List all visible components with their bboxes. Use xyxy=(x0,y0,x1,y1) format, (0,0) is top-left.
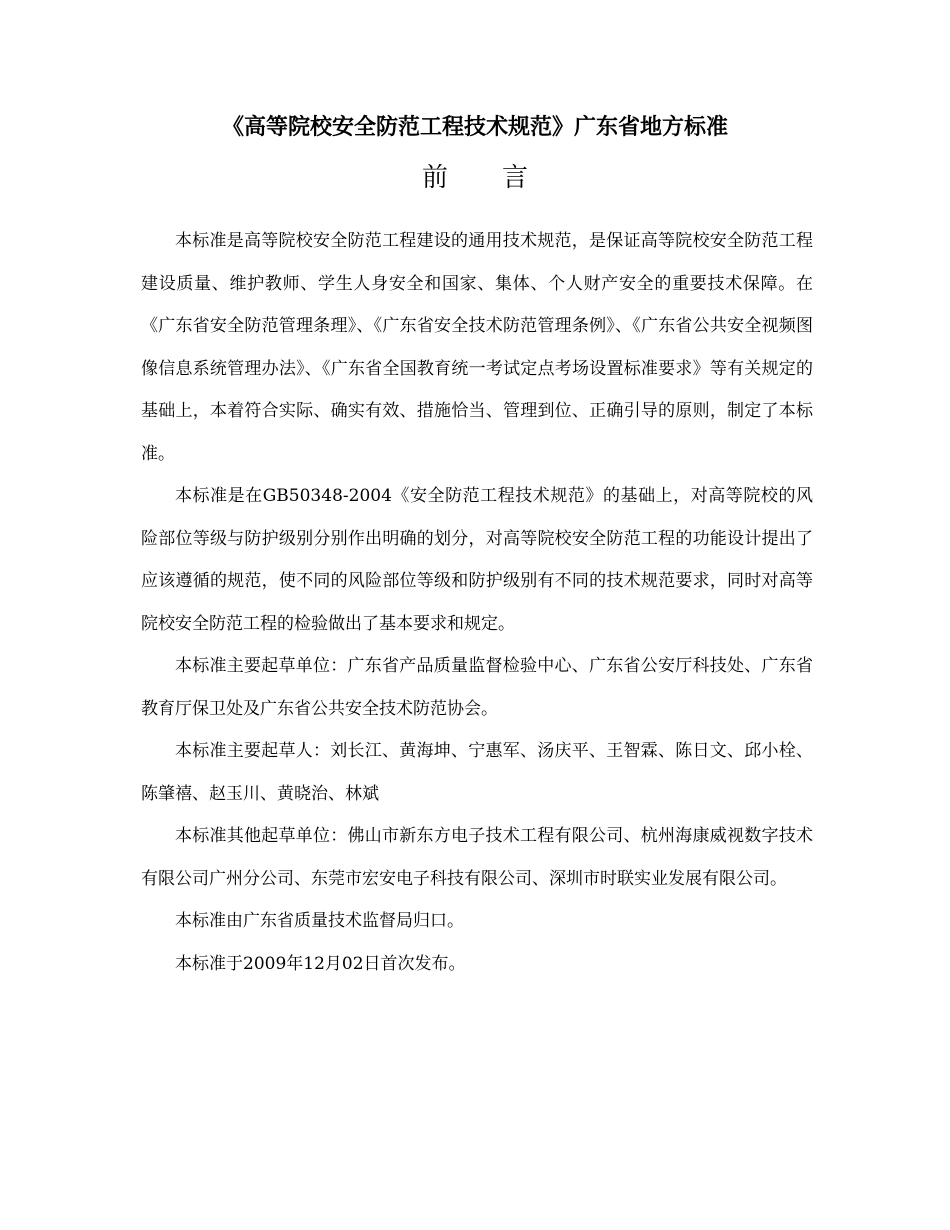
paragraph-drafters: 本标准主要起草人：刘长江、黄海坤、宁惠军、汤庆平、王智霖、陈日文、邱小栓、陈肇禧、赵玉川、黄晓治、林斌 xyxy=(141,741,813,804)
document-body xyxy=(141,220,813,985)
paragraph-administration: 本标准由广东省质量技术监督局归口。 xyxy=(175,911,464,931)
paragraph-basis: 本标准是在GB50348-2004《安全防范工程技术规范》的基础上，对高等院校的风险部位等级与防护级别分别作出明确的划分，对高等院校安全防范工程的功能设计提出了应该遵循的规范，使不同的风险部位等级和防护级别有不同的技术规范要求，同时对高等院校安全防范工程的检验做出了基本要求和规定。 xyxy=(141,486,813,634)
paragraph-drafting-units: 本标准主要起草单位：广东省产品质量监督检验中心、广东省公安厅科技处、广东省教育厅保卫处及广东省公共安全技术防范协会。 xyxy=(141,656,813,719)
paragraph-other-units: 本标准其他起草单位：佛山市新东方电子技术工程有限公司、杭州海康威视数字技术有限公司广州分公司、东莞市宏安电子科技有限公司、深圳市时联实业发展有限公司。 xyxy=(141,826,813,889)
paragraph-release-date: 本标准于2009年12月02日首次发布。 xyxy=(175,953,466,974)
document-title: 《高等院校安全防范工程技术规范》广东省地方标准 xyxy=(221,115,728,140)
section-heading-foreword: 前言 xyxy=(421,163,582,193)
paragraph-intro: 本标准是高等院校安全防范工程建设的通用技术规范，是保证高等院校安全防范工程建设质量、维护教师、学生人身安全和国家、集体、个人财产安全的重要技术保障。在《广东省安全防范管理条理》、《广东省安全技术防范管理条例》、《广东省公共安全视频图像信息系统管理办法》、《广东省全国教育统一考试定点考场设置标准要求》等有关规定的基础上，本着符合实际、确实有效、措施恰当、管理到位、正确引导的原则，制定了本标准。 xyxy=(141,231,813,464)
